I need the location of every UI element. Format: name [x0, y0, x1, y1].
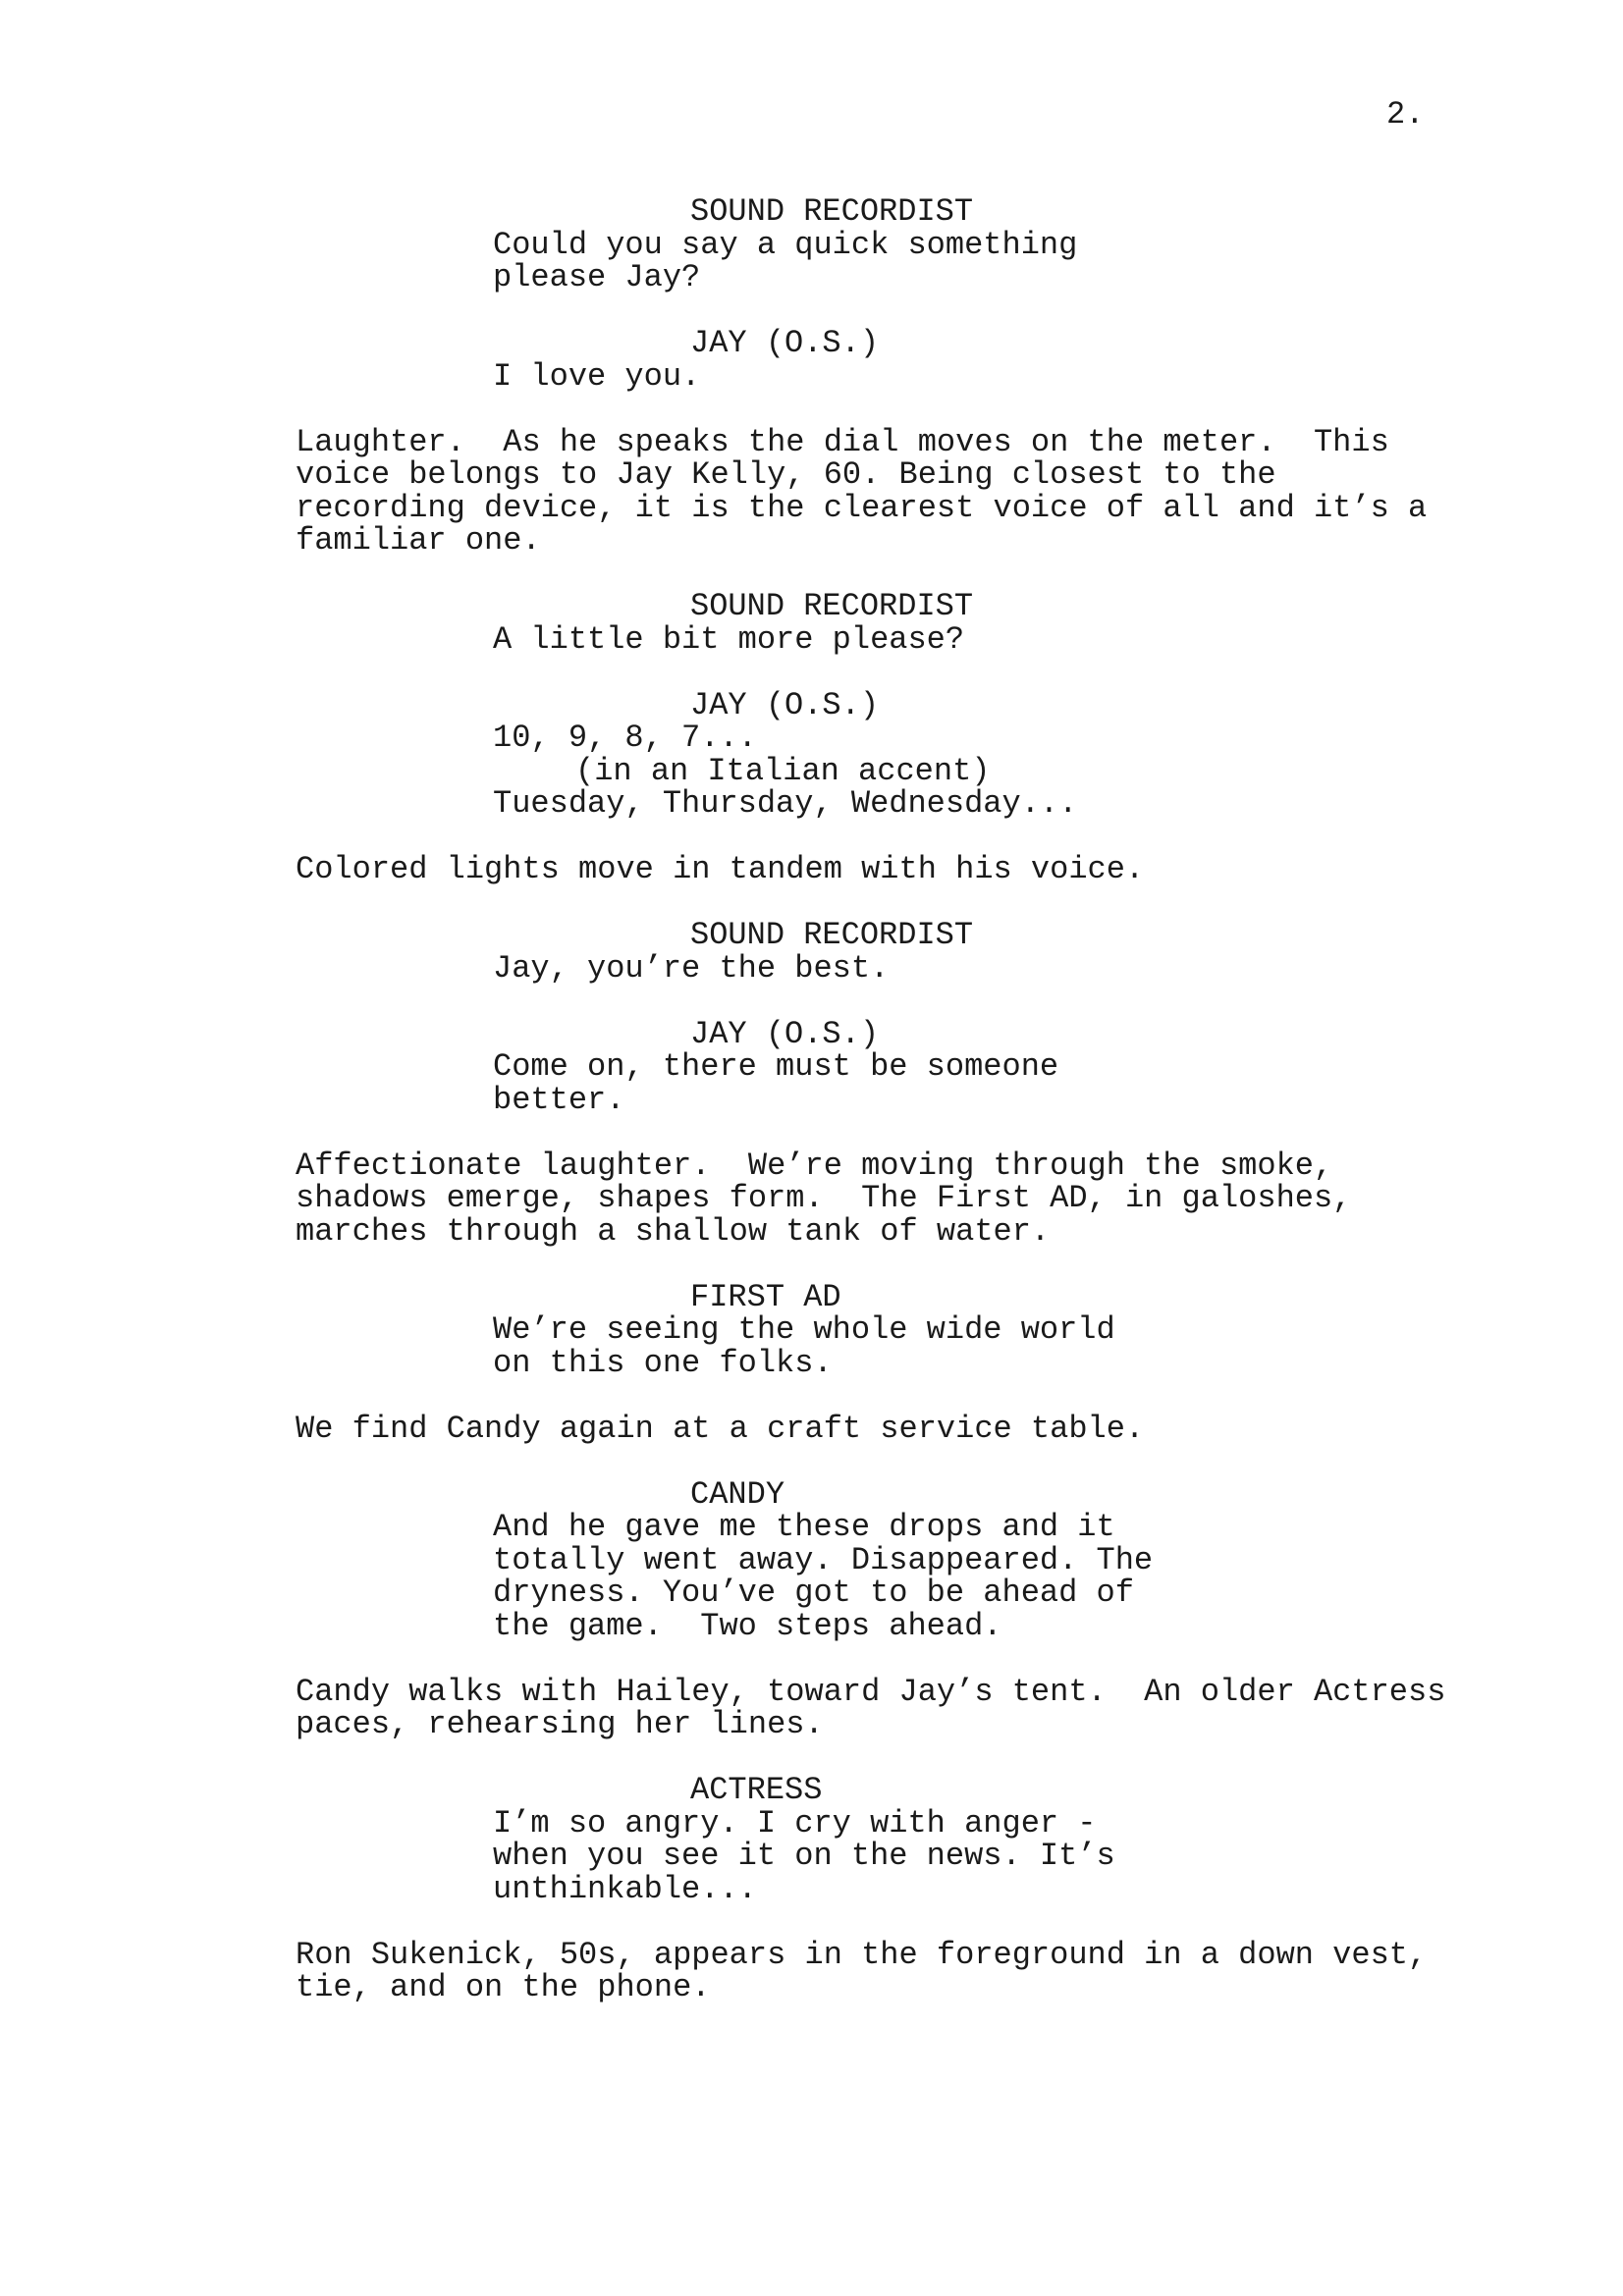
dialogue-line: I’m so angry. I cry with anger - [493, 1804, 1097, 1842]
dialogue [493, 1050, 1058, 1116]
character-cue [690, 327, 879, 360]
character-name: ACTRESS [690, 1772, 823, 1808]
character-cue [690, 195, 973, 229]
dialogue-line: when you see it on the news. It’s [493, 1838, 1115, 1874]
character-name: FIRST AD [690, 1278, 841, 1315]
action-paragraph [296, 1410, 1145, 1447]
dialogue-line: totally went away. Disappeared. The [493, 1541, 1154, 1578]
action-line: voice belongs to Jay Kelly, 60. Being closest to the [296, 456, 1276, 493]
character-name: SOUND RECORDIST [690, 588, 974, 624]
character-cue [690, 1475, 785, 1513]
dialogue [493, 1804, 1115, 1907]
action-line: Laughter. As he speaks the dial moves on the meter. This [296, 423, 1389, 460]
dialogue-line: the game. Two steps ahead. [493, 1607, 1002, 1644]
character-cue [690, 686, 880, 723]
character-name: SOUND RECORDIST [690, 193, 974, 230]
dialogue [493, 721, 757, 755]
action-paragraph [296, 853, 1144, 886]
dialogue-line: A little bit more please? [493, 620, 965, 658]
dialogue [493, 357, 701, 395]
dialogue-line: unthinkable... [493, 1870, 757, 1907]
action-line: recording device, it is the clearest voice of all and it’s a [296, 489, 1428, 526]
action-paragraph [296, 1673, 1446, 1742]
character-cue [690, 919, 973, 952]
dialogue [493, 1511, 1153, 1642]
dialogue-line: better. [493, 1081, 625, 1118]
character-cue [690, 1278, 841, 1315]
page-number: 2. [1386, 96, 1425, 133]
character-name: CANDY [690, 1475, 785, 1513]
character-cue [690, 1774, 822, 1807]
dialogue [493, 949, 890, 987]
character-name: JAY (O.S.) [690, 1015, 880, 1052]
dialogue-line: dryness. You’ve got to be ahead of [493, 1575, 1134, 1611]
character-name: JAY (O.S.) [690, 325, 880, 361]
dialogue-line: We’re seeing the whole wide world [493, 1311, 1115, 1348]
action-line: shadows emerge, shapes form. The First AD, in galoshes, [296, 1180, 1352, 1216]
action-line: Colored lights move in tandem with his voice. [296, 851, 1145, 887]
action-paragraph [296, 1936, 1428, 2005]
action-line: We find Candy again at a craft service table. [296, 1410, 1145, 1447]
action-line: Affectionate laughter. We’re moving through the smoke, [296, 1147, 1333, 1184]
dialogue-line: 10, 9, 8, 7... [493, 720, 757, 756]
action-paragraph [296, 1149, 1351, 1249]
action-line: Ron Sukenick, 50s, appears in the foreground in a down vest, [296, 1936, 1428, 1973]
action-paragraph [296, 423, 1428, 559]
dialogue [493, 1313, 1115, 1379]
character-cue [690, 590, 973, 623]
action-line: paces, rehearsing her lines. [296, 1706, 824, 1742]
dialogue-line: on this one folks. [493, 1344, 833, 1381]
dialogue [493, 226, 1078, 295]
dialogue [493, 620, 965, 658]
parenthetical [575, 752, 991, 789]
dialogue-line: And he gave me these drops and it [493, 1509, 1115, 1545]
dialogue-line: Come on, there must be someone [493, 1048, 1059, 1085]
action-line: familiar one. [296, 522, 541, 559]
character-name: JAY (O.S.) [690, 686, 880, 723]
dialogue-line: Jay, you’re the best. [493, 949, 890, 987]
character-cue [690, 1015, 880, 1052]
action-line: Candy walks with Hailey, toward Jay’s tent. An older Actress [296, 1673, 1446, 1710]
dialogue-line: Tuesday, Thursday, Wednesday... [493, 785, 1078, 822]
parenthetical-line: (in an Italian accent) [575, 752, 991, 789]
action-line: tie, and on the phone. [296, 1969, 711, 2005]
dialogue-line: Could you say a quick something [493, 226, 1078, 263]
character-name: SOUND RECORDIST [690, 917, 974, 953]
dialogue-line: please Jay? [493, 259, 701, 295]
action-line: marches through a shallow tank of water. [296, 1212, 1051, 1250]
dialogue-line: I love you. [493, 357, 701, 395]
dialogue [493, 787, 1077, 821]
